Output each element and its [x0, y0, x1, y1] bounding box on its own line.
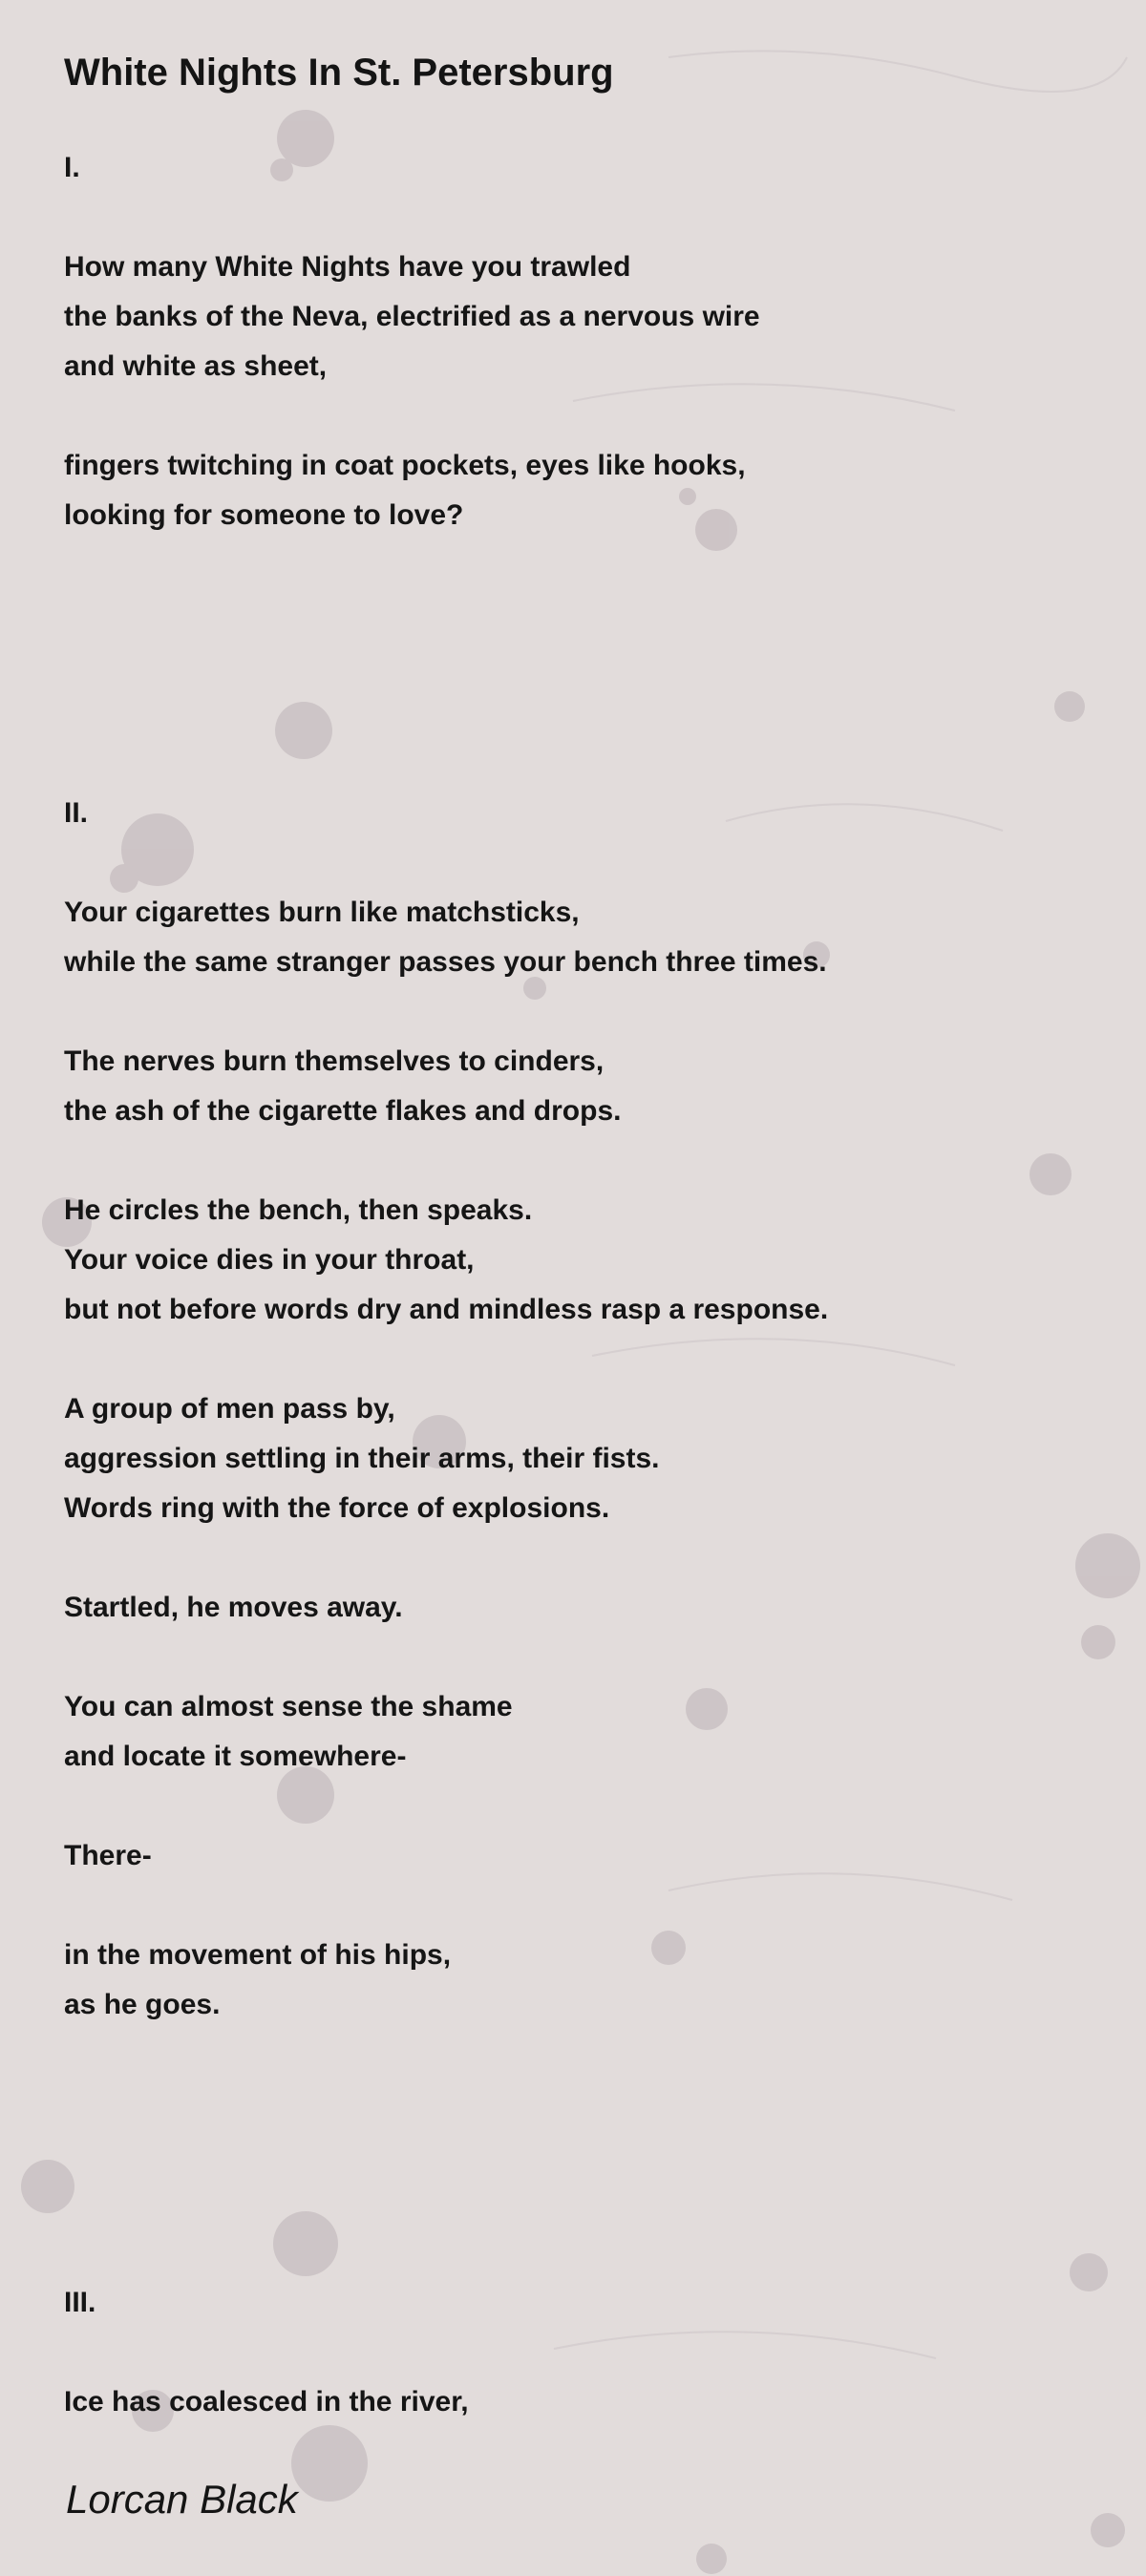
poem-body [64, 143, 1095, 2427]
stanza-gap [64, 391, 1095, 441]
stanza-gap [64, 689, 1095, 739]
stanza-gap [64, 838, 1095, 888]
poem-line: looking for someone to love? [64, 499, 464, 531]
poem-line: while the same stranger passes your bench three times. [64, 946, 827, 978]
stanza-gap [64, 2030, 1095, 2080]
poem-line: III. [64, 2287, 96, 2318]
poem-line: but not before words dry and mindless rasp a response. [64, 1294, 829, 1325]
poem-line: as he goes. [64, 1989, 221, 2020]
poem-line: and white as sheet, [64, 350, 328, 382]
stanza-gap [64, 739, 1095, 789]
poem-line: the ash of the cigarette flakes and drops. [64, 1095, 622, 1127]
stanza-gap [64, 2328, 1095, 2377]
stanza-gap [64, 1633, 1095, 1682]
poem-container [64, 48, 1095, 2427]
stanza-gap [64, 1335, 1095, 1384]
poem-line: I. [64, 152, 80, 183]
poem-line: fingers twitching in coat pockets, eyes like hooks, [64, 450, 746, 481]
poem-line: the banks of the Neva, electrified as a nervous wire [64, 301, 760, 332]
poem-line: A group of men pass by, [64, 1393, 395, 1425]
poem-line: and locate it somewhere- [64, 1741, 407, 1772]
stanza-gap [64, 1881, 1095, 1931]
stanza-gap [64, 590, 1095, 640]
stanza-gap [64, 987, 1095, 1037]
stanza-gap [64, 1533, 1095, 1583]
poem-line: Words ring with the force of explosions. [64, 1492, 610, 1524]
stanza-gap [64, 1782, 1095, 1831]
author-name: Lorcan Black [66, 2477, 298, 2522]
poem-title: White Nights In St. Petersburg [64, 52, 614, 94]
poem-line: Your voice dies in your throat, [64, 1244, 475, 1276]
poem-line: Ice has coalesced in the river, [64, 2386, 469, 2418]
stanza-gap [64, 1136, 1095, 1186]
poem-line: aggression settling in their arms, their fists. [64, 1443, 660, 1474]
stanza-gap [64, 540, 1095, 590]
poem-line: II. [64, 797, 89, 829]
poem-line: Startled, he moves away. [64, 1592, 403, 1623]
poem-line: You can almost sense the shame [64, 1691, 513, 1722]
stanza-gap [64, 2228, 1095, 2278]
poem-line: in the movement of his hips, [64, 1939, 452, 1971]
stanza-gap [64, 193, 1095, 243]
poem-line: Your cigarettes burn like matchsticks, [64, 897, 580, 928]
stanza-gap [64, 2179, 1095, 2228]
poem-line: He circles the bench, then speaks. [64, 1194, 533, 1226]
poem-line: The nerves burn themselves to cinders, [64, 1045, 605, 1077]
poem-line: There- [64, 1840, 152, 1871]
stanza-gap [64, 2129, 1095, 2179]
stanza-gap [64, 2080, 1095, 2129]
stanza-gap [64, 640, 1095, 689]
poem-line: How many White Nights have you trawled [64, 251, 631, 283]
